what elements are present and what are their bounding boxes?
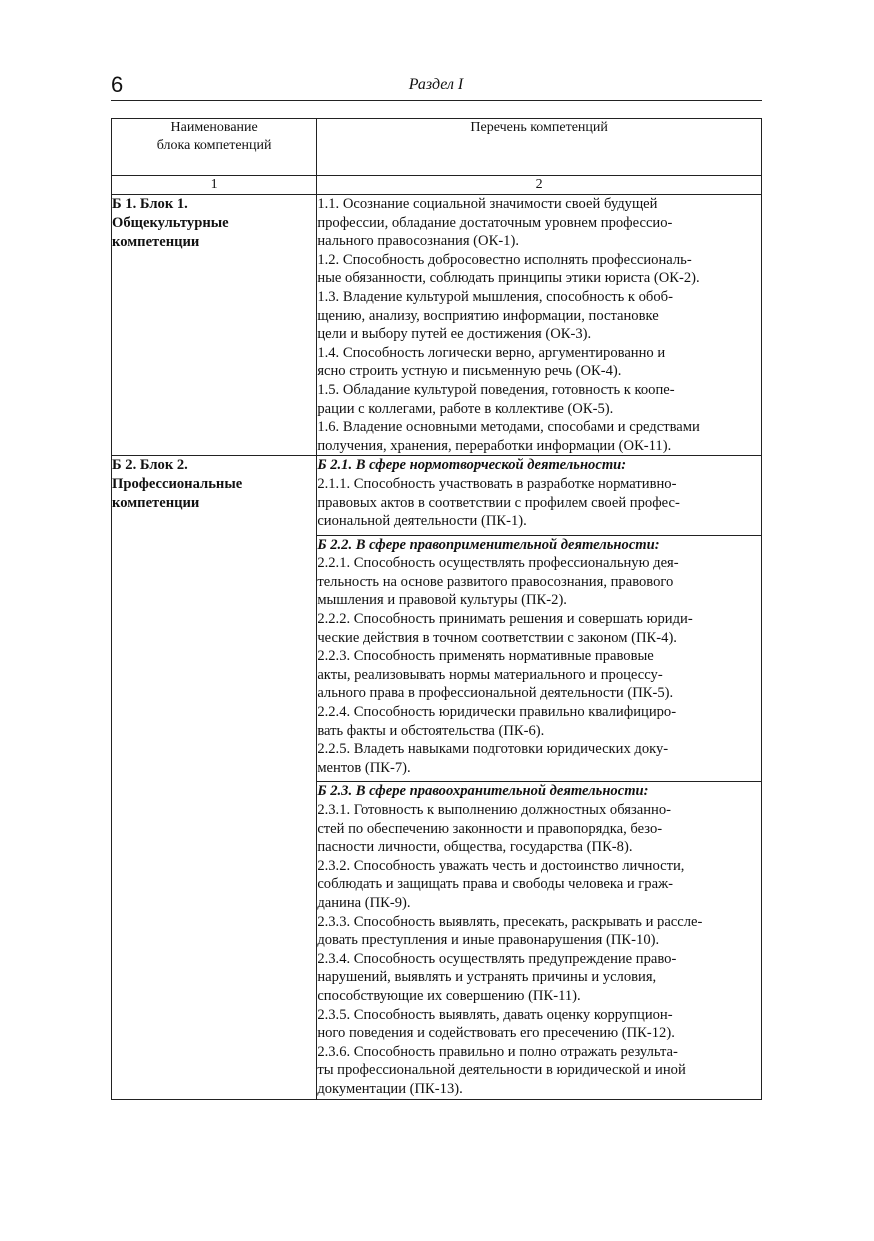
competency-line: документации (ПК-13). (317, 1080, 463, 1097)
competency-line: мышления и правовой культуры (ПК-2). (317, 592, 567, 609)
competency-line: 2.2.3. Способность применять нормативные правовые (317, 648, 654, 665)
table-row-block1 (112, 195, 762, 456)
competency-line: рации с коллегами, работе в коллективе (ОК-5). (317, 400, 614, 417)
header-competencies-list: Перечень компетенций (317, 119, 762, 176)
block2-name-line: Б 2. Блок 2. (112, 457, 188, 474)
competency-line: 2.3.1. Готовность к выполнению должностных обязанно- (317, 802, 672, 818)
block1-name-line: Б 1. Блок 1. (112, 196, 188, 212)
competency-line: цели и выбору путей ее достижения (ОК-3). (317, 326, 592, 343)
subsection-title: Б 2.2. В сфере правоприменительной деятельности: (317, 536, 660, 553)
competency-line: 2.2.5. Владеть навыками подготовки юридических доку- (317, 741, 669, 758)
competency-line: способствующие их совершению (ПК-11). (317, 987, 581, 1004)
page-number: 6 (111, 72, 124, 97)
competency-line: сиональной деятельности (ПК-1). (317, 513, 527, 530)
competency-line: 1.5. Обладание культурой поведения, готовность к коопе- (317, 381, 675, 398)
competency-line: нарушений, выявлять и устранять причины и условия, (317, 969, 657, 986)
competency-line: соблюдать и защищать права и свободы человека и граж- (317, 876, 674, 893)
competency-line: 2.3.6. Способность правильно и полно отражать результа- (317, 1043, 678, 1060)
block2-sub3-competencies (317, 782, 762, 1099)
competency-line: тельность на основе развитого правосознания, правового (317, 573, 674, 590)
competency-line: 2.3.5. Способность выявлять, давать оценку коррупцион- (317, 1006, 673, 1023)
running-head: Раздел I (408, 76, 464, 93)
competency-line: 2.2.1. Способность осуществлять профессиональную дея- (317, 555, 679, 572)
competency-line: 2.2.2. Способность принимать решения и совершать юриди- (317, 611, 693, 628)
table-row-block2-sub1 (112, 456, 762, 535)
competency-line: 2.3.2. Способность уважать честь и достоинство личности, (317, 857, 685, 874)
block2-sub1-competencies (317, 456, 762, 535)
competency-line: ческие действия в точном соответствии с законом (ПК-4). (317, 629, 677, 646)
competency-line: получения, хранения, переработки информации (ОК-11). (317, 437, 672, 454)
competency-line: 2.1.1. Способность участвовать в разработке нормативно- (317, 475, 677, 492)
competency-line: акты, реализовывать нормы материального и процессу- (317, 666, 663, 683)
header-block-name (112, 119, 317, 176)
block1-name (112, 195, 317, 456)
block2-name-line: компетенции (112, 495, 200, 512)
block2-name (112, 456, 317, 1099)
competency-line: ального права в профессиональной деятельности (ПК-5). (317, 685, 674, 702)
block1-competencies (317, 195, 762, 456)
competency-line: правовых актов в соответствии с профилем своей профес- (317, 494, 680, 511)
competency-line: стей по обеспечению законности и правопорядка, безо- (317, 820, 663, 837)
table-header-row (112, 119, 762, 176)
competencies-table (111, 118, 762, 1100)
competency-line: 2.3.4. Способность осуществлять предупреждение право- (317, 950, 677, 967)
competency-line: щению, анализу, восприятию информации, постановке (317, 307, 659, 324)
block1-name-line: Общекультурные (112, 215, 229, 231)
competency-line: ментов (ПК-7). (317, 759, 411, 776)
competency-line: 1.6. Владение основными методами, способами и средствами (317, 419, 700, 436)
competency-line: ного поведения и содействовать его пресечению (ПК-12). (317, 1025, 675, 1042)
header-rule (111, 100, 762, 101)
column-number-2: 2 (317, 176, 762, 195)
subsection-title: Б 2.3. В сфере правоохранительной деятельности: (317, 783, 649, 800)
competency-line: профессии, обладание достаточным уровнем профессио- (317, 214, 673, 231)
competency-line: 2.3.3. Способность выявлять, пресекать, раскрывать и рассле- (317, 913, 703, 930)
block2-name-line: Профессиональные (112, 476, 243, 493)
block2-sub2-competencies (317, 535, 762, 782)
competency-line: данина (ПК-9). (317, 894, 411, 911)
competency-line: вать факты и обстоятельства (ПК-6). (317, 722, 545, 739)
header-col1-line: Наименование (170, 120, 258, 135)
block1-name-line: компетенции (112, 234, 200, 250)
column-number-1: 1 (112, 176, 317, 195)
competency-line: 1.2. Способность добросовестно исполнять профессиональ- (317, 251, 692, 268)
column-numbers-row (112, 176, 762, 195)
competency-line: 1.1. Осознание социальной значимости своей будущей (317, 196, 658, 212)
competency-line: пасности личности, общества, государства (ПК-8). (317, 839, 633, 856)
competency-line: ясно строить устную и письменную речь (ОК-4). (317, 363, 622, 380)
competency-line: нального правосознания (ОК-1). (317, 233, 519, 250)
competency-line: 1.3. Владение культурой мышления, способность к обоб- (317, 288, 673, 305)
competency-line: ты профессиональной деятельности в юридической и иной (317, 1062, 686, 1079)
competency-line: 2.2.4. Способность юридически правильно квалифициро- (317, 704, 677, 721)
competency-line: 1.4. Способность логически верно, аргументированно и (317, 344, 666, 361)
competency-line: ные обязанности, соблюдать принципы этики юриста (ОК-2). (317, 270, 700, 287)
competency-line: довать преступления и иные правонарушения (ПК-10). (317, 932, 660, 949)
subsection-title: Б 2.1. В сфере нормотворческой деятельности: (317, 457, 627, 474)
header-col1-line: блока компетенций (156, 138, 272, 153)
